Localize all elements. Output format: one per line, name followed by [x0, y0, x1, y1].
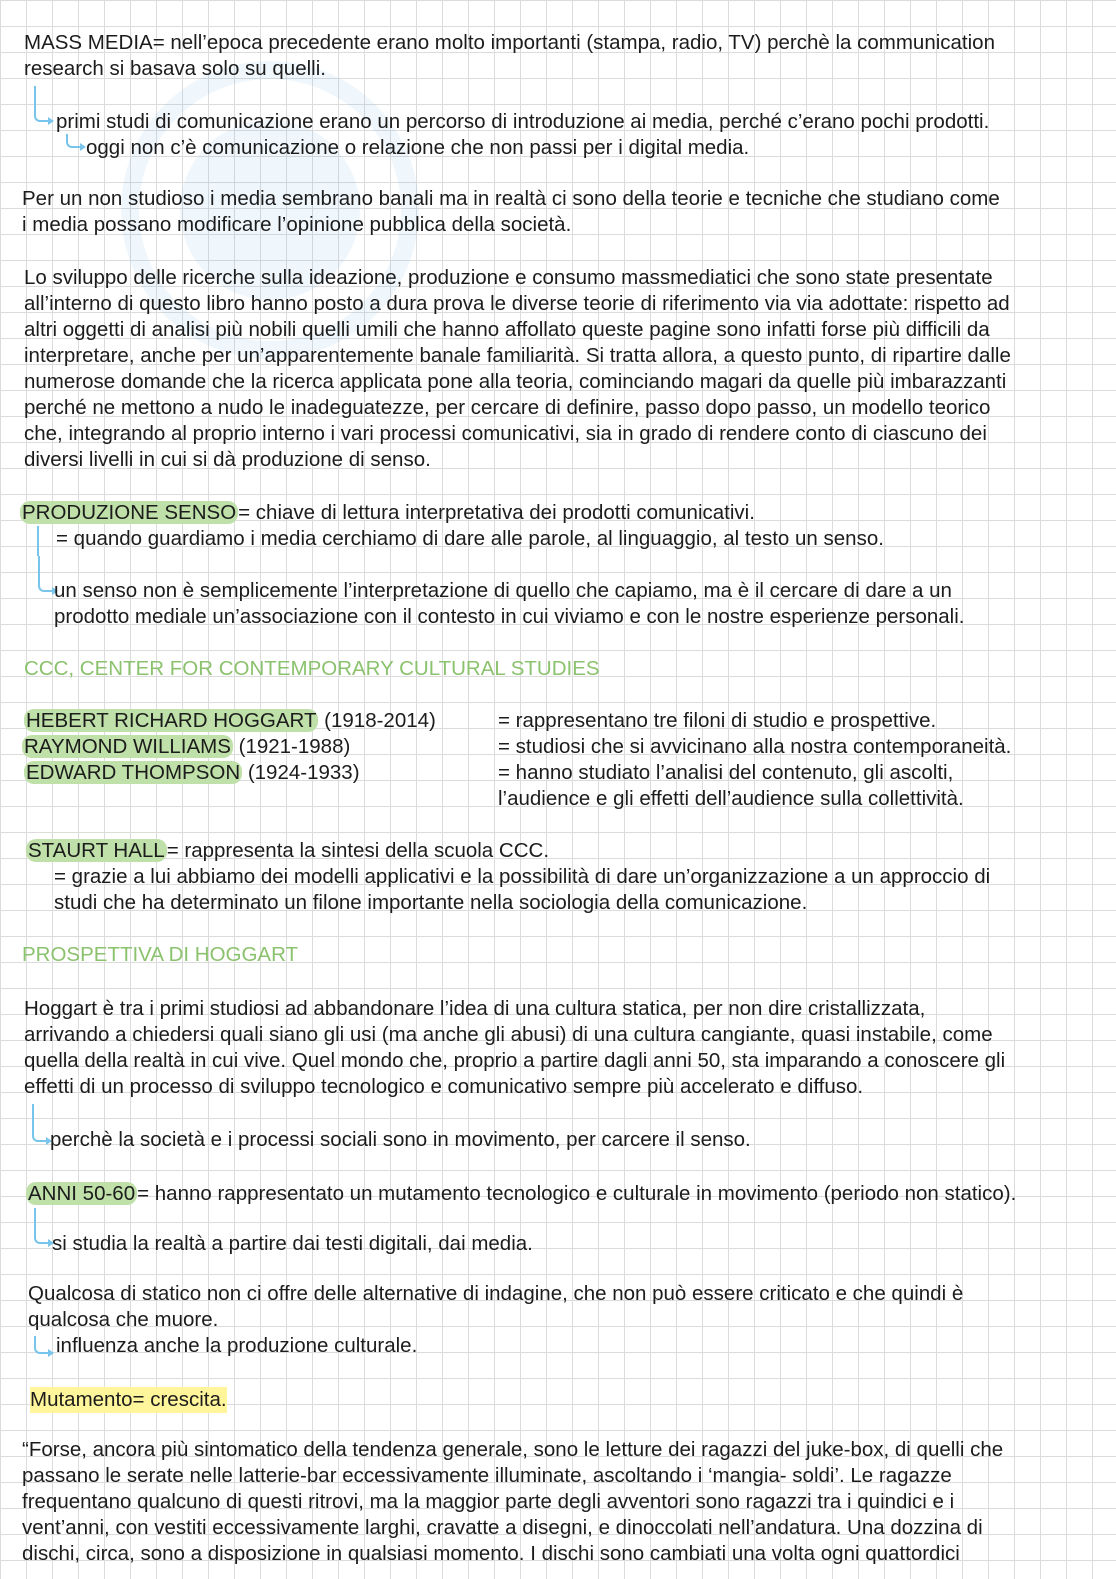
produzione-senso-line — [20, 500, 755, 526]
staurt-hall-line — [26, 838, 549, 864]
person-row — [22, 734, 350, 760]
statico-line-1: Qualcosa di statico non ci offre delle alternative di indagine, che non può essere criticato e che quindi è — [28, 1282, 964, 1305]
media-paragraph-line-2: i media possano modificare l’opinione pubblica della società. — [22, 213, 572, 236]
statico-line-2: qualcosa che muore. — [28, 1308, 219, 1331]
term-definition: = hanno rappresentato un mutamento tecnologico e culturale in movimento (periodo non statico). — [137, 1182, 1017, 1205]
hoggart-line: effetti di un processo di sviluppo tecnologico e comunicativo sempre più accelerato e diffuso. — [24, 1075, 864, 1098]
arrow-icon — [38, 556, 54, 592]
quote-line: vent’anni, con vestiti eccessivamente larghi, cravatte a disegni, e dinoccolati nell’andatura. Una dozzina di — [22, 1516, 983, 1539]
term-highlight: PRODUZIONE SENSO — [22, 501, 237, 524]
produzione-senso-sub-1: un senso non è semplicemente l’interpretazione di quello che capiamo, ma è il cercare di dare a un — [54, 579, 952, 602]
paragraph-line: interpretare, anche per un’apparentemente banale familiarità. Si tratta allora, a questo punto, di ripartire dalle — [24, 344, 1011, 367]
mass-media-line-2: research si basava solo su quelli. — [24, 57, 326, 80]
term-definition: = chiave di lettura interpretativa dei prodotti comunicativi. — [238, 501, 755, 524]
people-note: = rappresentano tre filoni di studio e prospettive. — [498, 709, 937, 732]
person-years: (1918-2014) — [324, 709, 436, 732]
term-highlight: STAURT HALL — [28, 839, 165, 862]
person-years: (1924-1933) — [247, 761, 360, 784]
section-heading-ccc: CCC, CENTER FOR CONTEMPORARY CULTURAL STUDIES — [24, 657, 600, 680]
person-row — [24, 708, 436, 734]
quote-line: frequentano qualcuno di questi ritrovi, ma la maggior parte degli avventori sono ragazzi tra i quindici e i — [22, 1490, 955, 1513]
person-name: RAYMOND WILLIAMS — [24, 735, 231, 758]
arrow-icon — [32, 1104, 48, 1142]
person-name: HEBERT RICHARD HOGGART — [26, 709, 317, 732]
paragraph-line: all’interno di questo libro hanno posto a dura prova le diverse teorie di riferimento via via adottate: rispetto ad — [24, 292, 1010, 315]
arrow-icon — [34, 1336, 50, 1354]
term-definition: = rappresenta la sintesi della scuola CCC. — [166, 839, 550, 862]
paragraph-line: che, integrando al proprio interno i vari processi comunicativi, sia in grado di rendere conto di ciascuno dei — [24, 422, 987, 445]
people-note: = hanno studiato l’analisi del contenuto, gli ascolti, — [498, 761, 954, 784]
quote-line: passano le serate nelle latterie-bar eccessivamente illuminate, ascoltando i ‘mangia- soldi’. Le ragazze — [22, 1464, 952, 1487]
arrow-icon — [34, 86, 50, 122]
mass-media-sub-1: primi studi di comunicazione erano un percorso di introduzione ai media, perché c’erano pochi prodotti. — [56, 110, 990, 133]
paragraph-line: altri oggetti di analisi più nobili quelli umili che hanno affollato queste pagine sono infatti forse più difficili da — [24, 318, 990, 341]
arrow-icon — [34, 1208, 50, 1244]
people-note: = studiosi che si avvicinano alla nostra contemporaneità. — [498, 735, 1012, 758]
media-paragraph-line-1: Per un non studioso i media sembrano banali ma in realtà ci sono della teorie e tecniche che studiano come — [22, 187, 1000, 210]
produzione-senso-sub-2: prodotto mediale un’associazione con il contesto in cui viviamo e con le nostre esperienze personali. — [54, 605, 965, 628]
hoggart-line: quella della realtà in cui vive. Quel mondo che, proprio a partire dagli anni 50, sta imparando a conoscere gli — [24, 1049, 1006, 1072]
arrow-icon — [66, 134, 82, 148]
staurt-hall-line-2: = grazie a lui abbiamo dei modelli applicativi e la possibilità di dare un’organizzazione a un approccio di — [54, 865, 991, 888]
quote-line: “Forse, ancora più sintomatico della tendenza generale, sono le letture dei ragazzi del juke-box, di quelli che — [22, 1438, 1004, 1461]
produzione-senso-line-2: = quando guardiamo i media cerchiamo di dare alle parole, al linguaggio, al testo un senso. — [56, 527, 884, 550]
section-heading-hoggart: PROSPETTIVA DI HOGGART — [22, 943, 299, 966]
statico-sub: influenza anche la produzione culturale. — [56, 1334, 418, 1357]
paragraph-line: Lo sviluppo delle ricerche sulla ideazione, produzione e consumo massmediatici che sono state presentate — [24, 266, 993, 289]
term-highlight: ANNI 50-60 — [28, 1182, 136, 1205]
mutamento-line: Mutamento= crescita. — [30, 1388, 227, 1411]
paragraph-line: numerose domande che la ricerca applicata pone alla teoria, cominciando magari da quelle più imbarazzanti — [24, 370, 1007, 393]
person-name: EDWARD THOMPSON — [26, 761, 241, 784]
bracket-line — [37, 526, 39, 556]
quote-line: dischi, circa, sono a disposizione in qualsiasi momento. I dischi sono cambiati una volta ogni quattordici — [22, 1542, 960, 1565]
hoggart-line: Hoggart è tra i primi studiosi ad abbandonare l’idea di una cultura statica, per non dire cristallizzata, — [24, 997, 926, 1020]
paragraph-line: diversi livelli in cui si dà produzione di senso. — [24, 448, 431, 471]
hoggart-line: arrivando a chiedersi quali siano gli usi (ma anche gli abusi) di una cultura cangiante, quasi instabile, come — [24, 1023, 993, 1046]
hoggart-sub: perchè la società e i processi sociali sono in movimento, per carcere il senso. — [50, 1128, 751, 1151]
person-row — [24, 760, 360, 786]
anni-sub: si studia la realtà a partire dai testi digitali, dai media. — [52, 1232, 533, 1255]
people-note: l’audience e gli effetti dell’audience sulla collettività. — [498, 787, 964, 810]
anni-line — [26, 1181, 1016, 1207]
mass-media-sub-2: oggi non c’è comunicazione o relazione che non passi per i digital media. — [86, 136, 750, 159]
staurt-hall-line-3: studi che ha determinato un filone importante nella sociologia della comunicazione. — [54, 891, 808, 914]
paragraph-line: perché ne mettono a nudo le inadeguatezze, per cercare di definire, passo dopo passo, un modello teorico — [24, 396, 991, 419]
person-years: (1921-1988) — [238, 735, 351, 758]
mass-media-line-1: MASS MEDIA= nell’epoca precedente erano molto importanti (stampa, radio, TV) perchè la communication — [24, 31, 995, 54]
